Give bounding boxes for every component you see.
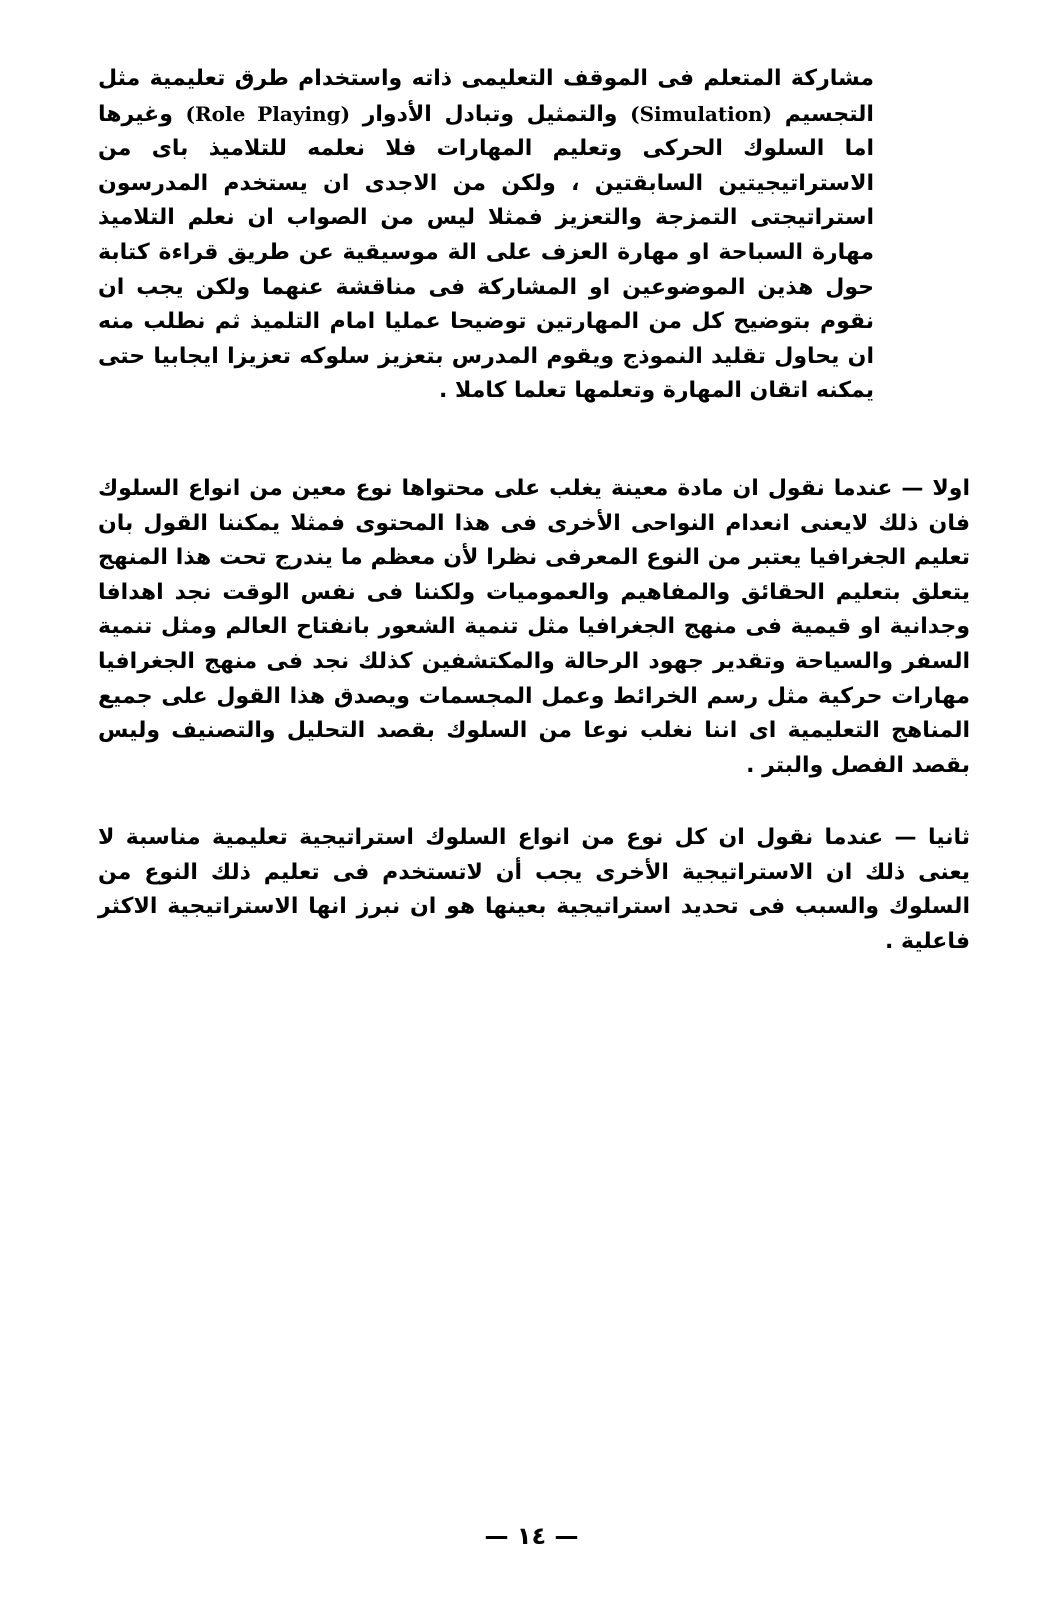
paragraph-intro xyxy=(98,62,874,409)
paragraph-intro-text-end: وغيرها اما السلوك الحركى وتعليم المهارات فلا نعلمه للتلاميذ باى من الاستراتيجيتين السابقتين ، ولكن من الاجدى ان يستخدم المدرسون استراتيجتى التمزجة والتعزيز فمثلا ليس من الصواب ان نعلم التلاميذ مهارة السباحة او مهارة العزف على الة موسيقية عن طريق قراءة كتابة حول هذين الموضوعين او المشاركة فى مناقشة عنهما ولكن يجب ان نقوم بتوضيح كل من المهارتين توضيحا عمليا امام التلميذ ثم نطلب منه ان يحاول تقليد النموذج ويقوم المدرس بتعزيز سلوكه تعزيزا ايجابيا حتى يمكنه اتقان المهارة وتعلمها تعلما كاملا . xyxy=(98,101,874,404)
term-role-playing: (Role Playing) xyxy=(185,101,351,126)
paragraph-intro-text-middle: والتمثيل وتبادل الأدوار xyxy=(362,101,618,127)
paragraph-first-point xyxy=(98,472,970,783)
second-point-label: ثانيا xyxy=(927,825,970,850)
first-point-text: — عندما نقول ان مادة معينة يغلب على محتواها نوع معين من انواع السلوك فان ذلك لايعنى انعدام النواحى الأخرى فى هذا المحتوى فمثلا يمكننا القول بان تعليم الجغرافيا يعتبر من النوع المعرفى نظرا لأن معظم ما يندرج تحت هذا المنهج يتعلق بتعليم الحقائق والمفاهيم والعموميات ولكننا فى نفس الوقت نجد اهدافا وجدانية او قيمية فى منهج الجغرافيا مثل تنمية الشعور بانفتاح العالم ومثل تنمية السفر والسياحة وتقدير جهود الرحالة والمكتشفين كذلك نجد فى منهج الجغرافيا مهارات حركية مثل رسم الخرائط وعمل المجسمات ويصدق هذا القول على جميع المناهج التعليمية اى اننا نغلب نوعا من السلوك بقصد التحليل والتصنيف وليس بقصد الفصل والبتر . xyxy=(98,476,970,778)
paragraph-second-point xyxy=(98,821,970,959)
page-number: — ١٤ — xyxy=(484,1522,579,1550)
second-point-text: — عندما نقول ان كل نوع من انواع السلوك استراتيجية تعليمية مناسبة لا يعنى ذلك ان الاستراتيجية الأخرى يجب أن لاتستخدم فى تعليم ذلك النوع من السلوك والسبب فى تحديد استراتيجية بعينها هو ان نبرز انها الاستراتيجية الاكثر فاعلية . xyxy=(98,825,970,954)
term-simulation: (Simulation) xyxy=(630,101,773,126)
first-point-label: اولا xyxy=(932,476,970,501)
paragraph-intro-text-start: مشاركة المتعلم فى الموقف التعليمى ذاته واستخدام طرق تعليمية مثل التجسيم xyxy=(98,66,874,127)
